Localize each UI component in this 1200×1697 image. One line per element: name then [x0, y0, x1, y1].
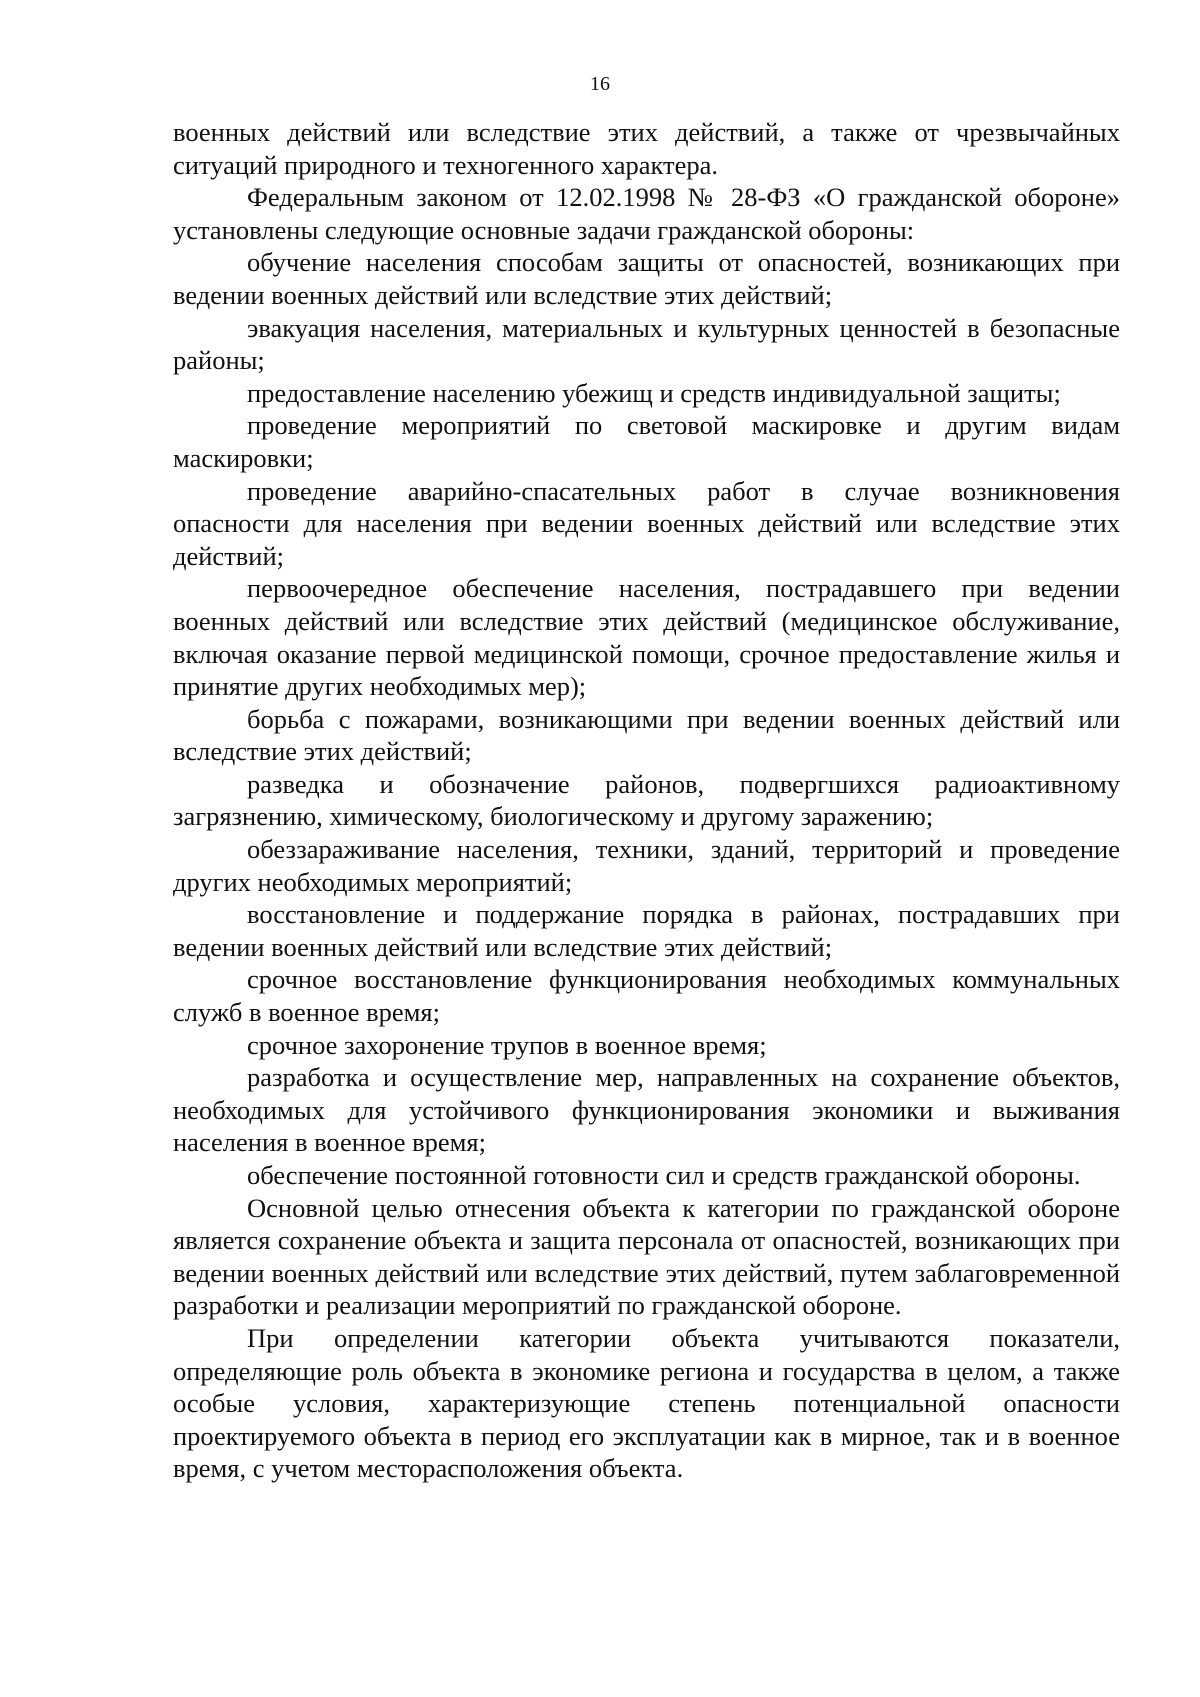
paragraph: проведение мероприятий по световой маскировке и другим видам маскировки; [173, 410, 1120, 473]
paragraph: срочное захоронение трупов в военное время; [247, 1029, 767, 1060]
paragraph: Основной целью отнесения объекта к категории по гражданской обороне является сохранение объекта и защита персонала от опасностей, возникающих при ведении военных действий или вследствие этих действий, путем заблаговременной разработки и реализации мероприятий по гражданской обороне. [173, 1192, 1120, 1321]
paragraph: военных действий или вследствие этих действий, а также от чрезвычайных ситуаций природного и техногенного характера. [173, 117, 1120, 180]
paragraph: эвакуация населения, материальных и культурных ценностей в безопасные районы; [173, 312, 1120, 376]
paragraph: разработка и осуществление мер, направленных на сохранение объектов, необходимых для устойчивого функционирования экономики и выживания населения в военное время; [173, 1062, 1120, 1158]
paragraph: обеспечение постоянной готовности сил и средств гражданской обороны. [247, 1160, 1081, 1190]
paragraph: разведка и обозначение районов, подвергшихся радиоактивному загрязнению, химическому, биологическому и другому заражению; [173, 768, 1120, 832]
paragraph: обеззараживание населения, техники, зданий, территорий и проведение других необходимых мероприятий; [173, 834, 1120, 897]
paragraph: предоставление населению убежищ и средств индивидуальной защиты; [247, 377, 1061, 408]
paragraph: Федеральным законом от 12.02.1998 № 28-ФЗ «О гражданской обороне» установлены следующие основные задачи гражданской обороны: [173, 182, 1120, 245]
paragraph: борьба с пожарами, возникающими при ведении военных действий или вследствие этих действий; [173, 703, 1120, 767]
paragraph: первоочередное обеспечение населения, пострадавшего при ведении военных действий или вследствие этих действий (медицинское обслуживание, включая оказание первой медицинской помощи, срочное предоставление жилья и принятие других необходимых мер); [173, 573, 1120, 702]
paragraph: срочное восстановление функционирования необходимых коммунальных служб в военное время; [173, 964, 1120, 1028]
document-body [173, 116, 1120, 1485]
paragraph: обучение населения способам защиты от опасностей, возникающих при ведении военных действий или вследствие этих действий; [173, 247, 1120, 310]
paragraph: При определении категории объекта учитываются показатели, определяющие роль объекта в экономике региона и государства в целом, а также особые условия, характеризующие степень потенциальной опасности проектируемого объекта в период его эксплуатации как в мирное, так и в военное время, с учетом месторасположения объекта. [173, 1322, 1120, 1484]
page-number: 16 [590, 73, 610, 95]
paragraph: восстановление и поддержание порядка в районах, пострадавших при ведении военных действий или вследствие этих действий; [173, 899, 1120, 962]
paragraph: проведение аварийно-спасательных работ в случае возникновения опасности для населения при ведении военных действий или вследствие этих действий; [173, 475, 1120, 571]
